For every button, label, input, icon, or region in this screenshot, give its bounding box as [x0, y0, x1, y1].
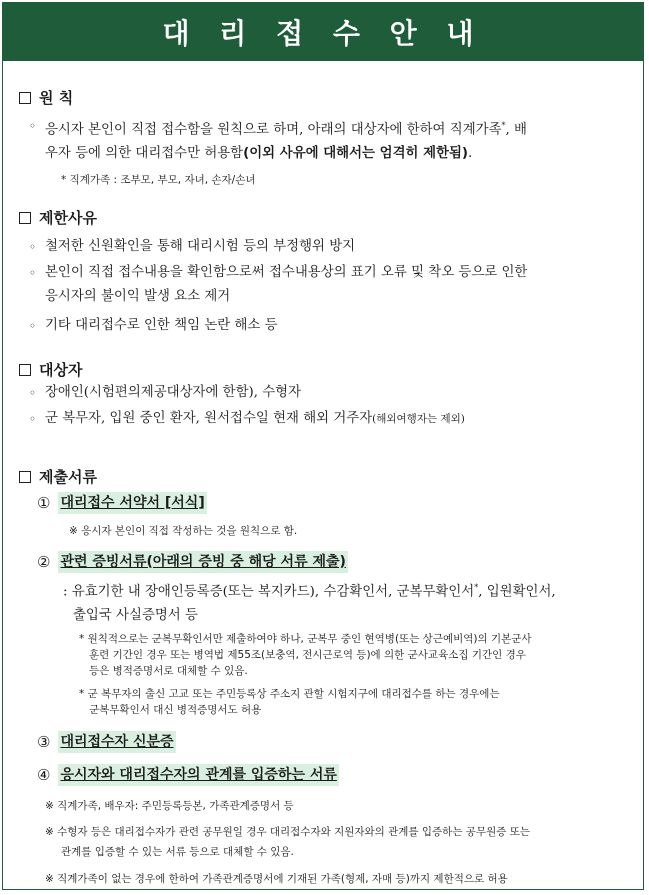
- note-line: ※ 수형자 등은 대리접수자가 관련 공무원일 경우 대리접수자와 지원자와의 관계를 입증하는 공무원증 또는: [45, 826, 530, 838]
- section-title: 제한사유: [39, 209, 97, 227]
- section-restriction-heading: [19, 207, 643, 228]
- doc2-label: 관련 증빙서류(아래의 증빙 중 해당 서류 제출): [58, 551, 347, 573]
- list-item-text: 기타 대리접수로 인한 책임 논란 해소 등: [45, 318, 278, 333]
- item-number: ①: [37, 494, 51, 512]
- note-line: 군복무확인서 대신 병적증명서도 허용: [89, 704, 262, 716]
- circle-bullet-icon: ◦: [29, 119, 37, 133]
- principle-bullet: [3, 114, 643, 166]
- note-line: 등은 병적증명서로 대체할 수 있음.: [89, 665, 248, 677]
- doc4-heading: [37, 764, 643, 786]
- restriction-item-1: [3, 235, 643, 259]
- eligible-item-1: [3, 381, 643, 405]
- circle-bullet-icon: ◦: [29, 412, 37, 426]
- circle-bullet-icon: ◦: [29, 266, 37, 280]
- list-item-text: 본인이 직접 접수내용을 확인함으로써 접수내용상의 표기 오류 및 착오 등으로 인한: [45, 265, 528, 280]
- doc2-text-2: 출입국 사실증명서 등: [73, 608, 198, 624]
- doc3-label: 대리접수자 신분증: [58, 731, 175, 753]
- principle-text-2-bold: (이외 사유에 대해서는 엄격히 제한됨): [243, 146, 469, 162]
- doc2-text: [63, 576, 643, 628]
- square-bullet-icon: [19, 471, 31, 483]
- circle-bullet-icon: ◦: [29, 386, 37, 400]
- square-bullet-icon: [19, 92, 31, 104]
- doc4-label: 응시자와 대리접수자의 관계를 입증하는 서류: [58, 764, 338, 786]
- restriction-item-3: [3, 314, 643, 338]
- doc4-note-1: ※ 직계가족, 배우자: 주민등록등본, 가족관계증명서 등: [45, 800, 294, 812]
- list-item-text: 군 복무자, 입원 중인 환자, 원서접수일 현재 해외 거주자: [45, 411, 373, 426]
- section-title: 대상자: [39, 361, 83, 379]
- item-number: ④: [37, 766, 51, 784]
- doc2-note-2: [79, 686, 629, 718]
- footnote-mark: *: [501, 121, 506, 130]
- circle-bullet-icon: ◦: [29, 240, 37, 254]
- doc2-note-1: [79, 631, 629, 679]
- list-item-text: 장애인(시험편의제공대상자에 한함), 수형자: [45, 385, 302, 400]
- doc3-heading: [37, 731, 643, 753]
- doc2-text-1a: : 유효기한 내 장애인등록증(또는 복지카드), 수감확인서, 군복무확인서: [63, 584, 475, 600]
- page-title: 대 리 접 수 안 내: [162, 17, 484, 50]
- doc4-note-2: [45, 822, 633, 862]
- doc4-note-3: ※ 직계가족이 없는 경우에 한하여 가족관계증명서에 기재된 가족(형제, 자매 등)까지 제한적으로 허용: [45, 873, 508, 885]
- circle-bullet-icon: ◦: [29, 319, 37, 333]
- principle-text-1a: 응시자 본인이 직접 접수함을 원칙으로 하며, 아래의 대상자에 한하여 직계가족: [45, 122, 502, 138]
- doc1-note: ※ 응시자 본인이 직접 작성하는 것을 원칙으로 함.: [69, 525, 298, 537]
- note-line: * 원칙적으로는 군복무확인서만 제출하여야 하나, 군복무 중인 현역병(또는 상근예비역)의 기본군사: [79, 633, 532, 645]
- principle-footnote: * 직계가족 : 조부모, 부모, 자녀, 손자/손녀: [61, 174, 256, 186]
- eligible-item-2: [3, 407, 643, 431]
- section-title: 원 칙: [39, 89, 74, 107]
- list-item-note: (해외여행자는 제외): [372, 413, 465, 425]
- footnote-mark: *: [474, 583, 479, 592]
- doc1-heading: [37, 492, 643, 514]
- section-title: 제출서류: [39, 468, 97, 486]
- doc1-label: 대리접수 서약서 [서식]: [58, 492, 206, 514]
- note-line: 관계를 입증할 수 있는 서류 등으로 대체할 수 있음.: [61, 846, 294, 858]
- notice-frame: [2, 2, 644, 890]
- principle-text-1b: , 배: [505, 122, 527, 138]
- item-number: ③: [37, 733, 51, 751]
- item-number: ②: [37, 553, 51, 571]
- restriction-item-2: [3, 261, 643, 309]
- list-item-text: 응시자의 불이익 발생 요소 제거: [45, 289, 231, 304]
- title-banner: [3, 3, 643, 61]
- list-item-text: 철저한 신원확인을 통해 대리시험 등의 부정행위 방지: [45, 239, 356, 254]
- square-bullet-icon: [19, 212, 31, 224]
- principle-text-2-end: .: [468, 146, 473, 162]
- square-bullet-icon: [19, 364, 31, 376]
- section-documents-heading: [19, 466, 643, 487]
- section-principle-heading: [19, 87, 643, 108]
- principle-text-2a: 우자 등에 의한 대리접수만 허용함: [45, 146, 244, 162]
- doc2-text-1b: , 입원확인서,: [478, 584, 556, 600]
- note-line: * 군 복무자의 출신 고교 또는 주민등록상 주소지 관할 시험지구에 대리접수를 하는 경우에는: [79, 688, 500, 700]
- doc2-heading: [37, 551, 643, 573]
- note-line: 훈련 기간인 경우 또는 병역법 제55조(보충역, 전시근로역 등)에 의한 군사교육소집 기간인 경우: [89, 649, 526, 661]
- section-eligible-heading: [19, 359, 643, 380]
